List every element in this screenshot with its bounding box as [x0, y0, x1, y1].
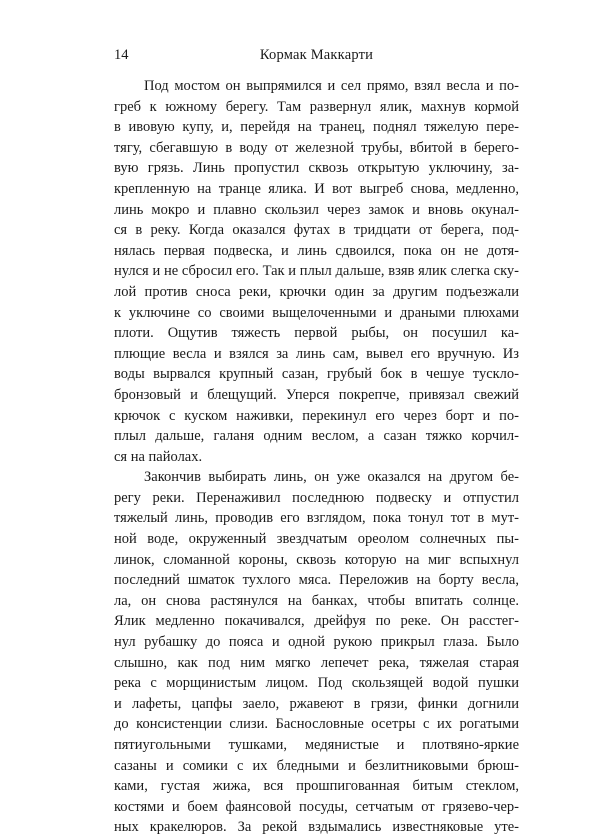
running-head [114, 44, 519, 66]
text-line: река с морщинистым лицом. Под скользящей водой пушки [114, 675, 519, 692]
text-line: нялась первая подвеска, и линь сдвоился, пока он не дотя- [114, 242, 519, 259]
text-line: ся на пайолах. [114, 448, 203, 465]
text-line: ной воде, окруженный звездчатым ореолом солнечных пы- [114, 531, 519, 548]
text-line: крючок с куском наживки, перекинул его через борт и по- [114, 407, 519, 424]
text-line: Под мостом он выпрямился и сел прямо, взял весла и по- [144, 78, 519, 94]
text-line: линок, сломанной короны, сквозь которую на миг вспыхнул [114, 551, 519, 568]
text-line: плющие весла и взялся за линь сам, вывел его вручную. Из [114, 345, 519, 362]
text-line: регу реки. Перенаживил последнюю подвеску и отпустил [114, 489, 519, 506]
text-line: нул рубашку до пояса и одной рукою прикрыл глаза. Было [114, 634, 519, 651]
text-line: вую грязь. Линь пропустил сквозь открытую уключину, за- [114, 160, 519, 177]
text-line: ками, густая жижа, вся прошпигованная битым стеклом, [114, 778, 519, 795]
text-line: воды вырвался крупный сазан, грубый бок в чешуе тускло- [114, 366, 519, 383]
text-line: ла, он снова растянулся на банках, чтобы впитать солнце. [114, 592, 519, 609]
text-line: лой против сноса реки, крючки один за другим подъезжали [114, 283, 519, 300]
text-line: нулся и не сбросил его. Так и плыл дальше, взяв ялик слегка ску- [114, 263, 519, 280]
text-line: сазаны и сомики с их бледными и безлитниковыми брюш- [114, 757, 519, 774]
running-title: Кормак Маккарти [259, 47, 374, 63]
text-line: ных кракелюров. За рекой вздымались известняковые уте- [114, 819, 519, 836]
body-text [114, 76, 519, 838]
paragraph [114, 76, 519, 467]
text-line: тяжелый линь, проводив его взглядом, пока тонул тот в мут- [114, 510, 519, 527]
text-line: Ялик медленно покачивался, дрейфуя по реке. Он расстег- [114, 613, 519, 630]
text-line: слышно, как под ним мягко лепечет река, тяжелая старая [114, 654, 519, 671]
text-line: плыл дальше, галаня одним веслом, а сазан тяжко корчил- [114, 428, 519, 445]
text-line: плоти. Ощутив тяжесть первой рыбы, он посушил ка- [114, 325, 519, 342]
text-line: в ивовую купу, и, перейдя на транец, поднял тяжелую пере- [114, 119, 519, 136]
text-line: бронзовый и блещущий. Уперся покрепче, привязал свежий [114, 386, 519, 403]
text-line: крепленную на транце ялика. И вот выгреб снова, медленно, [114, 180, 519, 197]
text-line: греб к южному берегу. Там развернул ялик, махнув кормой [114, 98, 519, 115]
text-line: Закончив выбирать линь, он уже оказался на другом бе- [144, 469, 519, 486]
text-line: последний шматок тухлого мяса. Переложив на борту весла, [114, 572, 519, 589]
text-line: к уключине со своими выщелоченными и драными плюхами [114, 304, 519, 321]
text-line: костями и боем фаянсовой посуды, сетчатым от грязево-чер- [114, 798, 519, 815]
text-line: пятиугольными тушками, медянистые и плотвяно-яркие [114, 737, 519, 753]
text-line: линь мокро и плавно скользил через замок и вновь окунал- [114, 201, 519, 218]
page-number: 14 [114, 47, 129, 63]
paragraph [114, 467, 519, 838]
text-line: ся в реку. Когда оказался футах в тридцати от берега, под- [114, 222, 519, 239]
text-line: до консистенции слизи. Баснословные осетры с их рогатыми [114, 716, 519, 733]
text-line: и лафеты, цапфы заело, ржавеют в грязи, финки догнили [114, 695, 519, 712]
text-line: тягу, сбегавшую в воду от железной трубы, вбитой в берего- [114, 139, 519, 156]
